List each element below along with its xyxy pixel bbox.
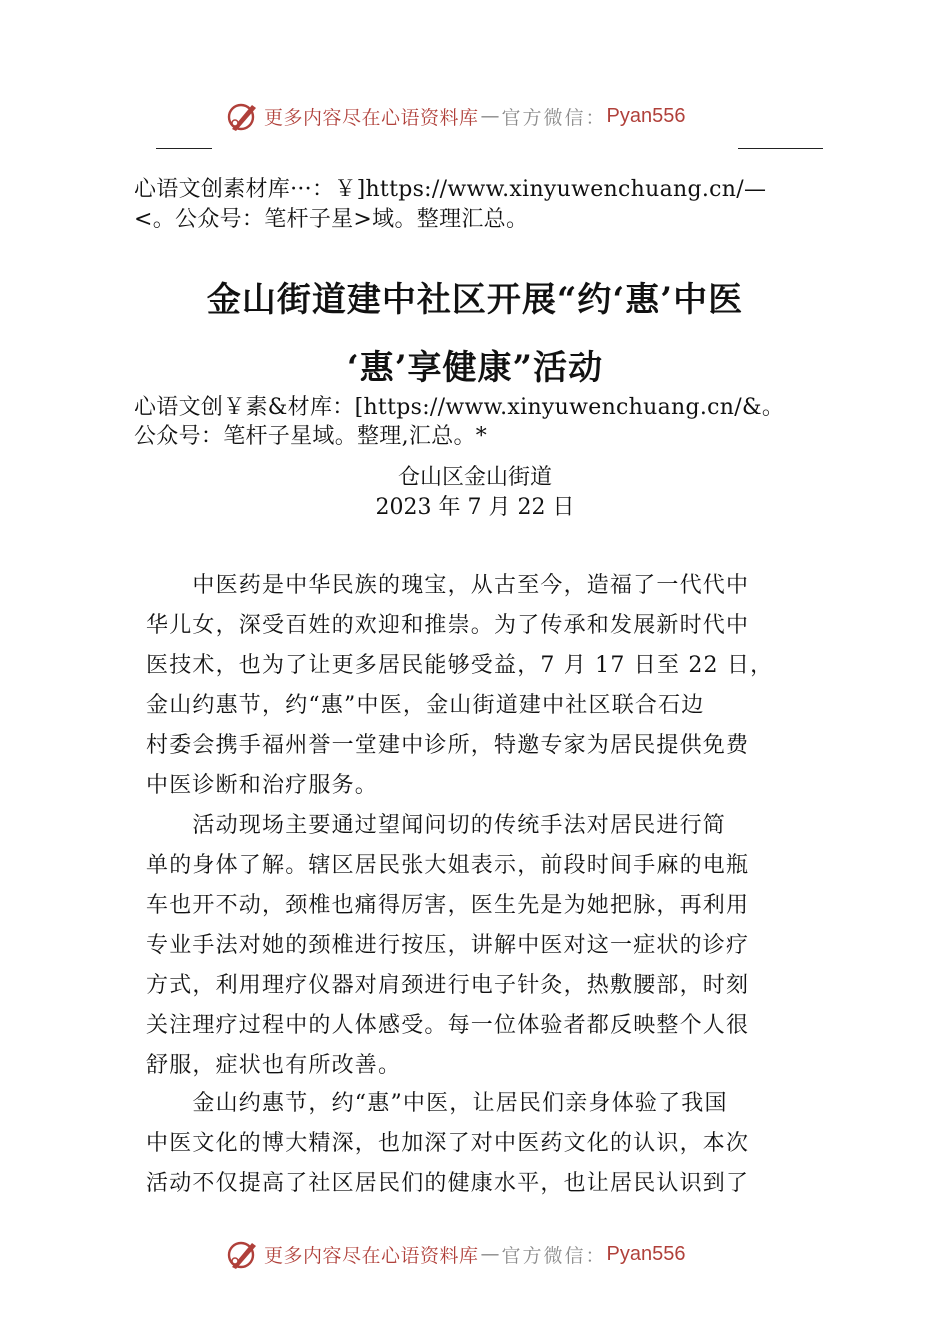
banner-dash: — <box>480 105 500 127</box>
pen-logo-icon <box>226 99 260 133</box>
body-paragraph-3 <box>146 1084 826 1204</box>
banner-dash: — <box>480 1243 500 1265</box>
paragraph-line: 车也开不动，颈椎也痛得厉害，医生先是为她把脉，再利用 <box>146 893 750 918</box>
paragraph-line: 关注理疗过程中的人体感受。每一位体验者都反映整个人很 <box>146 1013 750 1038</box>
byline-date: 2023 年 7 月 22 日 <box>375 495 575 520</box>
banner-wechat-id: Pyan556 <box>606 104 686 127</box>
pen-logo-icon <box>226 1237 260 1271</box>
bottom-banner <box>0 1234 950 1274</box>
header-rule-right <box>738 148 823 149</box>
paragraph-line: 中医文化的博大精深，也加深了对中医药文化的认识，本次 <box>146 1131 750 1156</box>
header-rule-left <box>156 148 212 149</box>
byline-org: 仓山区金山街道 <box>397 465 552 490</box>
paragraph-line: 金山约惠节，约“惠”中医，金山街道建中社区联合石边 <box>146 693 705 718</box>
paragraph-line: 村委会携手福州誉一堂建中诊所，特邀专家为居民提供免费 <box>146 733 750 758</box>
header-notice-line1: 心语文创素材库···：￥]https://www.xinyuwenchuang.cn/— <box>134 177 767 202</box>
paragraph-line: 金山约惠节，约“惠”中医，让居民们亲身体验了我国 <box>146 1091 728 1116</box>
banner-official-label: 官方微信： <box>501 106 607 129</box>
paragraph-line: 方式，利用理疗仪器对肩颈进行电子针灸，热敷腰部，时刻 <box>146 973 750 998</box>
sub-notice-line2: 公众号：笔杆子星域。整理,汇总。* <box>134 424 488 449</box>
paragraph-line: 专业手法对她的颈椎进行按压，讲解中医对这一症状的诊疗 <box>146 933 750 958</box>
banner-brand <box>226 100 686 132</box>
paragraph-line: 舒服，症状也有所改善。 <box>146 1053 402 1078</box>
paragraph-line: 华儿女，深受百姓的欢迎和推崇。为了传承和发展新时代中 <box>146 613 750 638</box>
banner-brand-text: 更多内容尽在心语资料库 <box>264 106 479 129</box>
banner-wechat-id: Pyan556 <box>606 1242 686 1265</box>
banner-brand-text: 更多内容尽在心语资料库 <box>264 1244 479 1267</box>
page-title-line1: 金山街道建中社区开展“约‘惠’中医 <box>206 280 744 320</box>
banner-official-label: 官方微信： <box>501 1244 607 1267</box>
paragraph-line: 中医诊断和治疗服务。 <box>146 773 379 798</box>
header-notice-line2: <。公众号：笔杆子星>域。整理汇总。 <box>134 207 529 232</box>
top-banner <box>0 96 950 136</box>
paragraph-line: 单的身体了解。辖区居民张大姐表示，前段时间手麻的电瓶 <box>146 853 750 878</box>
body-paragraph-1 <box>146 566 826 806</box>
page-title-line2: ‘惠’享健康”活动 <box>346 348 604 388</box>
sub-notice-line1: 心语文创￥素&材库：[https://www.xinyuwenchuang.cn/&。 <box>134 395 785 420</box>
banner-brand <box>226 1238 686 1270</box>
paragraph-line: 医技术，也为了让更多居民能够受益，7 月 17 日至 22 日， <box>146 653 774 678</box>
paragraph-line: 活动不仅提高了社区居民们的健康水平，也让居民认识到了 <box>146 1171 750 1196</box>
paragraph-line: 中医药是中华民族的瑰宝，从古至今，造福了一代代中 <box>146 573 750 598</box>
body-paragraph-2 <box>146 806 826 1086</box>
paragraph-line: 活动现场主要通过望闻问切的传统手法对居民进行简 <box>146 813 727 838</box>
